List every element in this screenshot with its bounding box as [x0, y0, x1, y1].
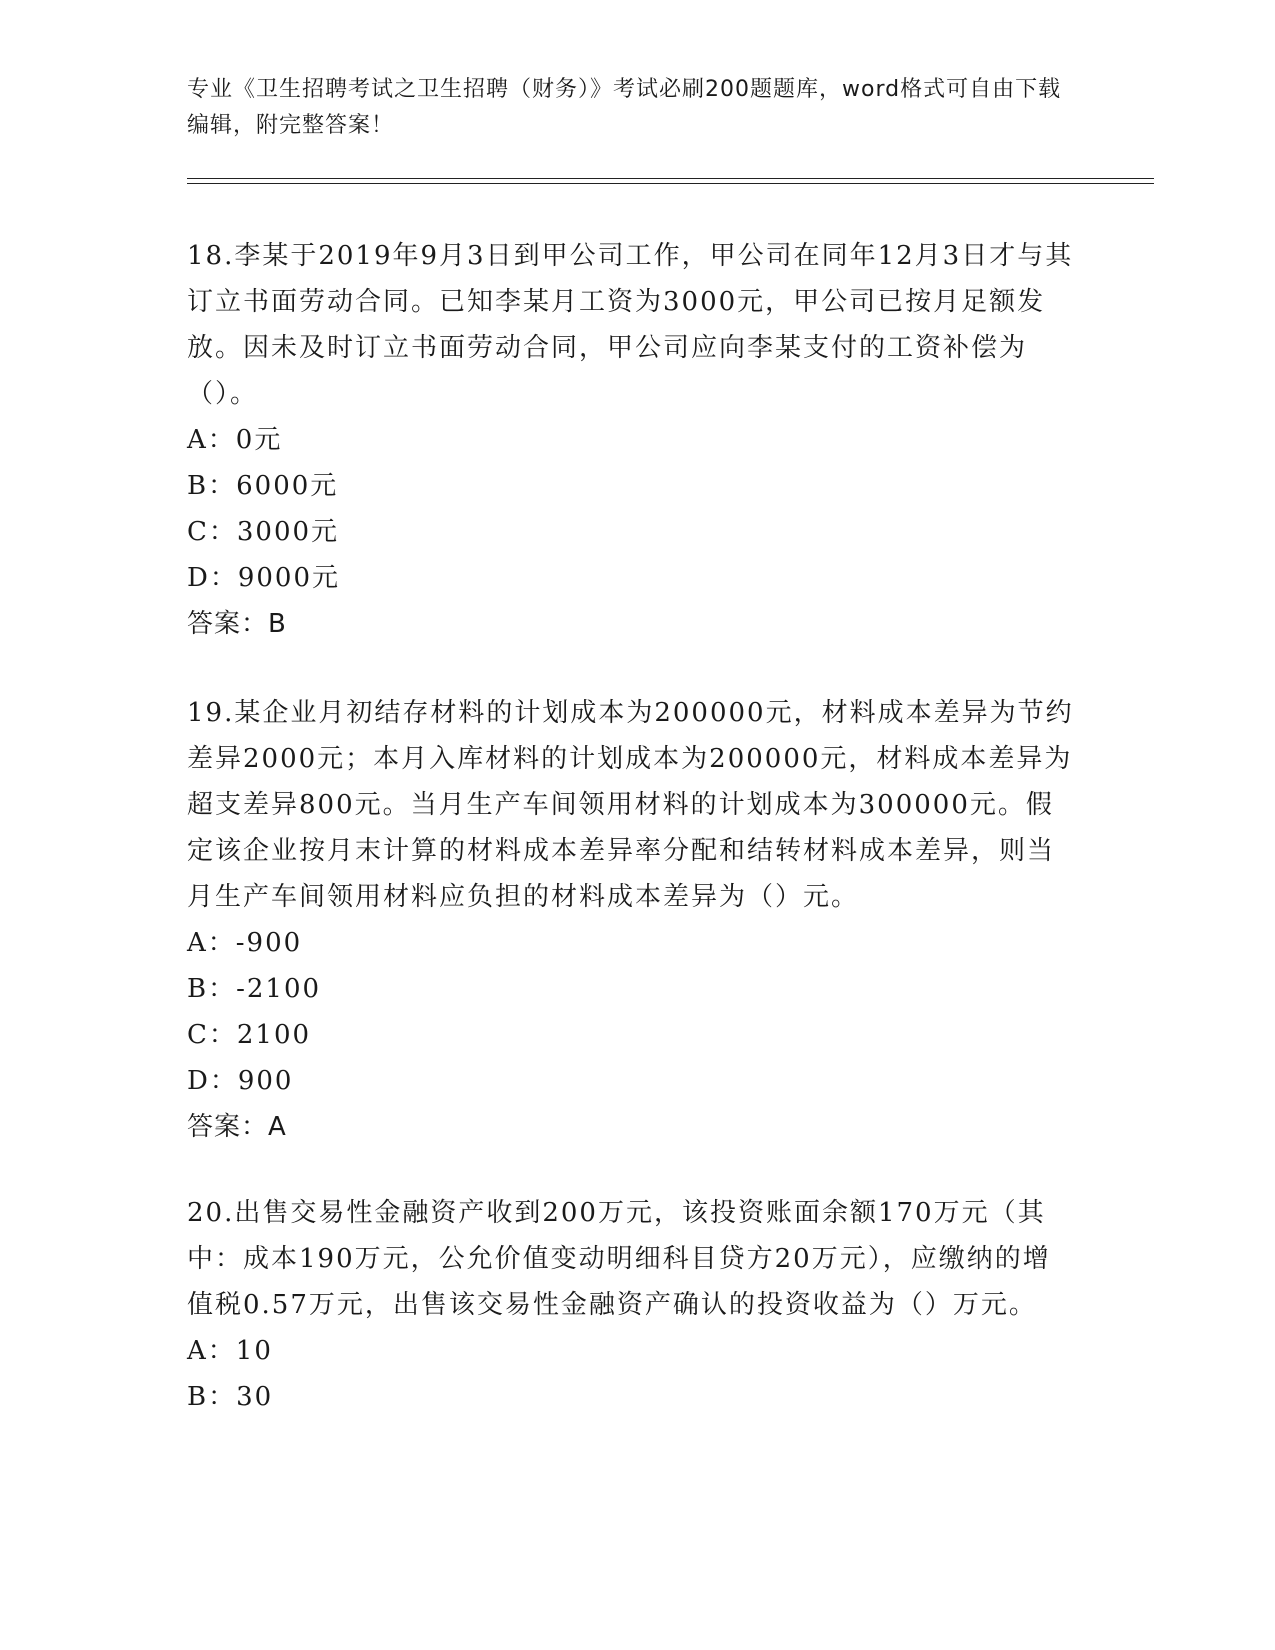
option-c: C：3000元	[187, 517, 340, 547]
question-20	[187, 1190, 1077, 1420]
header-divider-top	[187, 178, 1154, 179]
option-b: B：-2100	[187, 974, 322, 1004]
question-stem: 20.出售交易性金融资产收到200万元，该投资账面余额170万元（其中：成本190万元，公允价值变动明细科目贷方20万元），应缴纳的增值税0.57万元，出售该交易性金融资产确认的投资收益为（）万元。	[187, 1198, 1051, 1320]
question-stem: 19.某企业月初结存材料的计划成本为200000元，材料成本差异为节约差异2000元；本月入库材料的计划成本为200000元，材料成本差异为超支差异800元。当月生产车间领用材料的计划成本为300000元。假定该企业按月末计算的材料成本差异率分配和结转材料成本差异，则当月生产车间领用材料应负担的材料成本差异为（）元。	[187, 698, 1074, 912]
option-b: B：6000元	[187, 471, 339, 501]
option-a: A：-900	[187, 928, 303, 958]
answer: 答案：A	[187, 1112, 287, 1142]
question-stem: 18.李某于2019年9月3日到甲公司工作，甲公司在同年12月3日才与其订立书面劳动合同。已知李某月工资为3000元，甲公司已按月足额发放。因未及时订立书面劳动合同，甲公司应向李某支付的工资补偿为（）。	[187, 241, 1074, 409]
header-divider-bottom	[187, 183, 1154, 184]
option-c: C：2100	[187, 1020, 312, 1050]
option-a: A：0元	[187, 425, 283, 455]
option-d: D：9000元	[187, 563, 341, 593]
option-d: D：900	[187, 1066, 294, 1096]
question-19	[187, 690, 1077, 1150]
option-a: A：10	[187, 1336, 273, 1366]
option-b: B：30	[187, 1382, 274, 1412]
answer: 答案：B	[187, 609, 287, 639]
question-18	[187, 233, 1077, 647]
document-header: 专业《卫生招聘考试之卫生招聘（财务）》考试必刷200题题库，word格式可自由下载编辑，附完整答案！	[187, 77, 1062, 138]
